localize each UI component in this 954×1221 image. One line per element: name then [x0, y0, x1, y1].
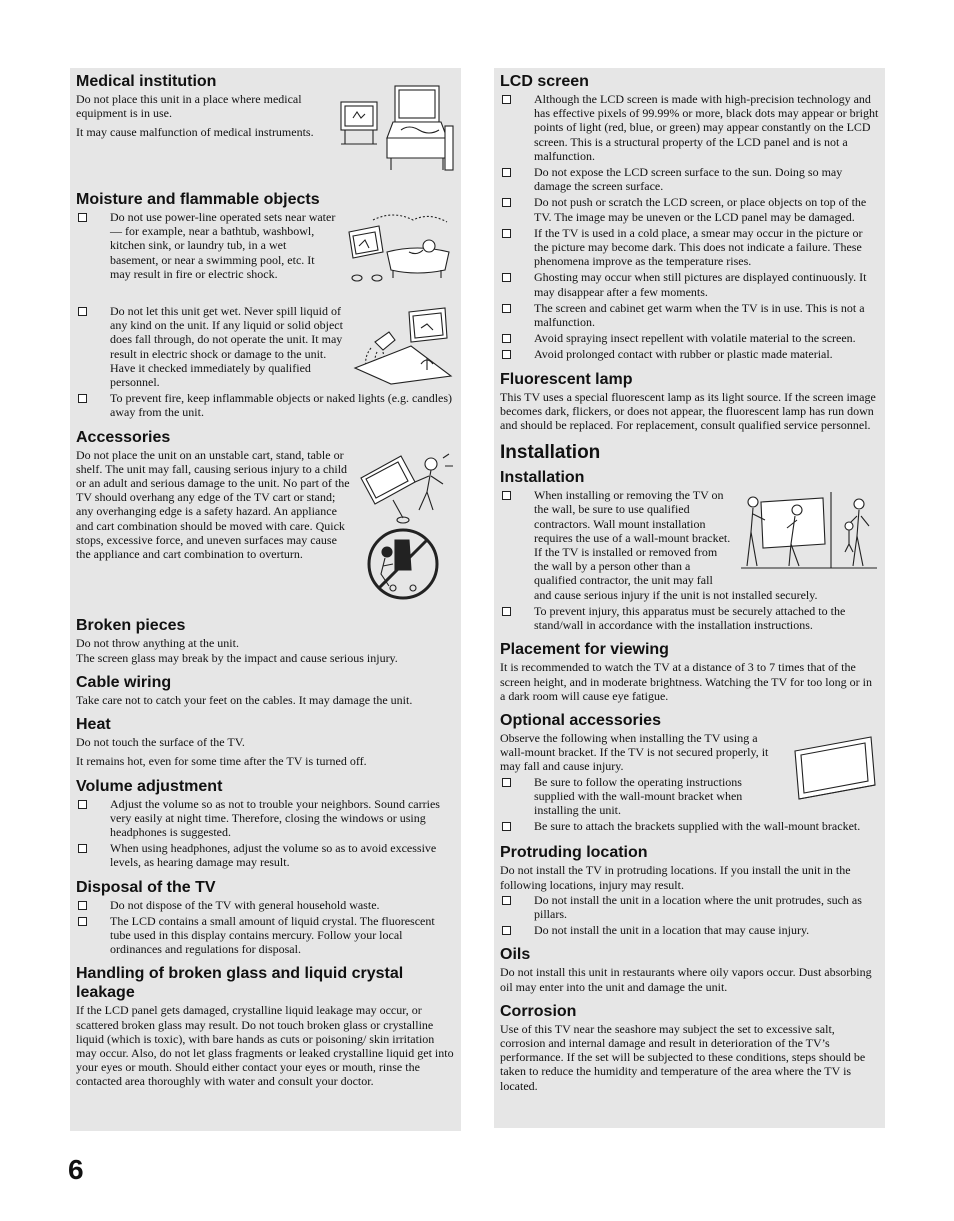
cable-text: Take care not to catch your feet on the cables. It may damage the unit. [76, 693, 413, 708]
lcd-item-5: Ghosting may occur when still pictures are displayed continuously. It may disappear after a few moments. [500, 270, 879, 298]
page-number: 6 [68, 1154, 84, 1185]
lcd-list [500, 92, 879, 362]
cart-illustrations [357, 448, 455, 608]
disposal-item-1: Do not dispose of the TV with general household waste. [76, 898, 455, 912]
heading-optional-accessories: Optional accessories [500, 711, 661, 729]
heading-lcd-screen: LCD screen [500, 73, 589, 90]
broken-text-1: Do not throw anything at the unit. [76, 635, 239, 650]
heading-cable-wiring: Cable wiring [76, 674, 172, 692]
lcd-item-2: Do not expose the LCD screen surface to the sun. Doing so may damage the screen surface. [500, 165, 879, 193]
volume-item-2: When using headphones, adjust the volume so as to avoid excessive levels, as hearing damage may result. [76, 841, 455, 869]
medical-illustration [337, 78, 455, 174]
volume-item-1: Adjust the volume so as not to trouble your neighbors. Sound carries very easily at night time. Therefore, closing the windows or using headphones is suggested. [76, 797, 455, 840]
heat-text-1: Do not touch the surface of the TV. [76, 735, 245, 750]
corrosion-text: Use of this TV near the seashore may subject the set to excessive salt, corrosion and internal damage and result in deterioration of the TV’s performance. If the set will be subjected to these conditions, steps should be taken to reduce the humidity and temperature of the area where the TV is located. [500, 1021, 866, 1093]
placement-text: It is recommended to watch the TV at a distance of 3 to 7 times that of the screen height, and in moderate brightness. Watching the TV for too long or in a dark room will cause eye fatigue. [500, 660, 872, 703]
optional-list [500, 775, 879, 834]
heading-installation-section: Installation [500, 442, 601, 464]
moisture-item-1: Do not use power-line operated sets near water — for example, near a bathtub, washbowl, kitchen sink, or laundry tub, in a wet basement, or near a swimming pool, etc. It may result in fire or electric shock. [76, 210, 455, 281]
heading-medical-institution: Medical institution [76, 73, 217, 90]
heading-fluorescent-lamp: Fluorescent lamp [500, 370, 633, 388]
protruding-text: Do not install the TV in protruding locations. If you install the unit in the following locations, injury may result. [500, 863, 851, 892]
heading-oils: Oils [500, 946, 531, 964]
optional-item-2: Be sure to attach the brackets supplied with the wall-mount bracket. [500, 819, 879, 833]
lcd-item-7: Avoid spraying insect repellent with volatile material to the screen. [500, 331, 879, 345]
lcd-item-8: Avoid prolonged contact with rubber or plastic made material. [500, 347, 879, 361]
volume-list [76, 797, 455, 870]
heading-protruding-location: Protruding location [500, 844, 648, 862]
heading-disposal: Disposal of the TV [76, 878, 216, 896]
fluorescent-text: This TV uses a special fluorescent lamp as its light source. If the screen image becomes dark, flickers, or does not appear, the fluorescent lamp has run down and should be replaced. For replacement, consult qualified service personnel. [500, 389, 876, 433]
lcd-item-1: Although the LCD screen is made with high-precision technology and has effective pixels of 99.99% or more, black dots may appear or bright points of light (red, blue, or green) may appear constantly on the LCD screen. This is a structural property of the LCD panel and is not a malfunction. [500, 92, 879, 163]
lcd-item-3: Do not push or scratch the LCD screen, or place objects on top of the TV. The image may be uneven or the LCD panel may be damaged. [500, 195, 879, 223]
medical-text-1: Do not place this unit in a place where medical equipment is in use. [76, 92, 302, 121]
handling-text: If the LCD panel gets damaged, crystalline liquid leakage may occur, or scattered broken glass may result. Do not touch broken glass or crystalline liquid (which is toxic), with bare hands as cuts or poisoning/ skin irritation may occur. Also, do not let glass fragments or leaked crystalline liquid get into your eyes or mouth. Should either contact your eyes or mouth, rinse the contacted area thoroughly with water and consult your doctor. [76, 1003, 454, 1089]
protruding-item-1: Do not install the unit in a location where the unit protrudes, such as pillars. [500, 893, 879, 921]
moisture-item-2: Do not let this unit get wet. Never spill liquid of any kind on the unit. If any liquid or solid object does fall through, do not operate the unit. It may result in electric shock or damage to the unit. Have it checked immediately by qualified personnel. [76, 304, 455, 389]
moisture-list-a [76, 210, 455, 281]
heading-moisture: Moisture and flammable objects [76, 191, 320, 208]
protruding-item-2: Do not install the unit in a location that may cause injury. [500, 923, 879, 937]
installation-list [500, 488, 879, 632]
medical-text-2: It may cause malfunction of medical instruments. [76, 125, 314, 140]
installation-item-1: When installing or removing the TV on the wall, be sure to use qualified contractors. Wall mount installation requires the use of a wall-mount bracket. If the TV is installed or removed from the wall by a person other than a qualified contractor, the unit may fall and cause serious injury if the unit is not installed securely. [500, 488, 879, 602]
disposal-item-2: The LCD contains a small amount of liquid crystal. The fluorescent tube used in this display contains mercury. Follow your local ordinances and regulations for disposal. [76, 914, 455, 957]
accessories-text: Do not place the unit on an unstable cart, stand, table or shelf. The unit may fall, causing serious injury to a child or an adult and serious damage to the unit. No part of the TV should overhang any edge of the TV cart or stand; any overhanging edge is a safety hazard. An appliance and cart combination should be moved with care. Quick stops, excessive force, and uneven surfaces may cause the appliance and cart combination to overturn. [76, 447, 350, 562]
heading-heat: Heat [76, 716, 111, 734]
lcd-item-4: If the TV is used in a cold place, a smear may occur in the picture or the picture may become dark. This does not indicate a failure. These phenomena improve as the temperature rises. [500, 226, 879, 269]
heat-text-2: It remains hot, even for some time after the TV is turned off. [76, 754, 367, 769]
oils-text: Do not install this unit in restaurants where oily vapors occur. Dust absorbing oil may enter into the unit and damage the unit. [500, 965, 872, 994]
heading-accessories: Accessories [76, 428, 171, 446]
heading-handling-broken-glass: Handling of broken glass and liquid crystal leakage [76, 965, 404, 1002]
right-column [494, 68, 885, 1128]
protruding-list [500, 893, 879, 938]
moisture-list-b [76, 304, 455, 420]
lcd-item-6: The screen and cabinet get warm when the TV is in use. This is not a malfunction. [500, 301, 879, 329]
heading-broken-pieces: Broken pieces [76, 616, 186, 634]
optional-text: Observe the following when installing the TV using a wall-mount bracket. If the TV is not secured properly, it may fall and cause injury. [500, 730, 769, 774]
heading-volume-adjustment: Volume adjustment [76, 777, 223, 795]
optional-item-1: Be sure to follow the operating instructions supplied with the wall-mount bracket when installing the unit. [500, 775, 879, 818]
moisture-item-3: To prevent fire, keep inflammable objects or naked lights (e.g. candles) away from the unit. [76, 391, 455, 419]
heading-placement-viewing: Placement for viewing [500, 641, 669, 659]
left-column [70, 68, 461, 1131]
heading-corrosion: Corrosion [500, 1002, 577, 1020]
heading-installation: Installation [500, 469, 585, 487]
installation-item-2: To prevent injury, this apparatus must be securely attached to the stand/wall in accordance with the installation instructions. [500, 604, 879, 632]
broken-text-2: The screen glass may break by the impact and cause serious injury. [76, 650, 398, 665]
disposal-list [76, 898, 455, 957]
